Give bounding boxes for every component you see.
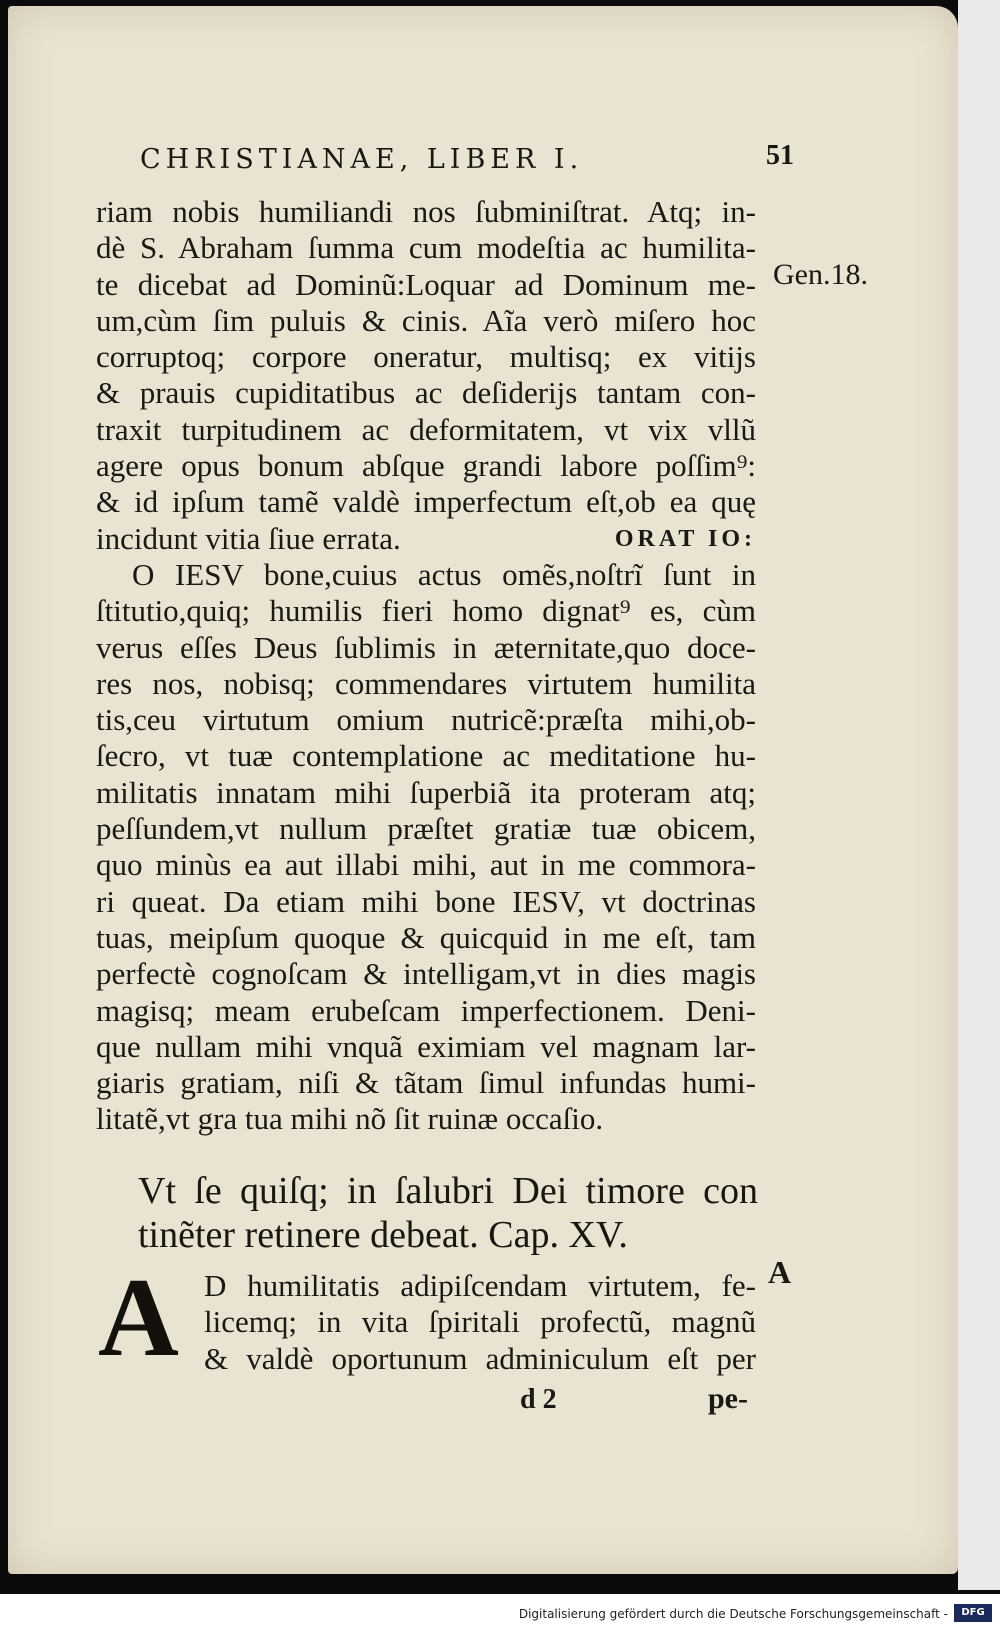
text-line: litatẽ,vt gra tua mihi nõ ſit ruinæ occaſio.	[96, 1101, 604, 1137]
text-line: militatis innatam mihi ſuperbiã ita proteram atq;	[96, 774, 756, 810]
text-line: agere opus bonum abſque grandi labore poſſim⁹:	[96, 448, 756, 484]
text-line: verus eſſes Deus ſublimis in æternitate,quo doce-	[96, 629, 756, 665]
text-line: magisq; meam erubeſcam imperfectionem. Deni-	[96, 992, 756, 1028]
text-line: corruptoq; corpore oneratur, multisq; ex vitijs	[96, 339, 756, 375]
oratio-label: ORAT IO:	[614, 525, 756, 552]
text-line-end: incidunt vitia ſiue errata.	[96, 520, 401, 556]
text-line: D humilitatis adipiſcendam virtutem, fe-	[204, 1268, 756, 1303]
text-line: traxit turpitudinem ac deformitatem, vt vix vllũ	[96, 411, 756, 447]
text-line: um,cùm ſim puluis & cinis. Aĩa verò miſero hoc	[96, 302, 756, 338]
digitization-credit: Digitalisierung gefördert durch die Deutsche Forschungsgemeinschaft -	[518, 1607, 948, 1621]
text-line: perfectè cognoſcam & intelligam,vt in dies magis	[96, 956, 756, 992]
chapter-text-block	[204, 1268, 756, 1377]
text-line: que nullam mihi vnquã eximiam vel magnam lar-	[96, 1028, 756, 1064]
text-line: dè S. Abraham ſumma cum modeſtia ac humilita-	[96, 230, 756, 266]
chapter-heading	[138, 1169, 758, 1257]
text-line	[96, 521, 756, 557]
page-number: 51	[766, 140, 794, 171]
text-line: giaris gratiam, niſi & tãtam ſimul infundas humi-	[96, 1065, 756, 1101]
running-head: CHRISTIANAE, LIBER I.	[140, 144, 584, 175]
text-line: te dicebat ad Dominũ:Loquar ad Dominum me-	[96, 266, 756, 302]
main-text-block	[96, 194, 756, 1138]
text-line: quo minùs ea aut illabi mihi, aut in me commora-	[96, 847, 756, 883]
text-line: O IESV bone,cuius actus omẽs,noſtrĩ ſunt in	[132, 556, 756, 592]
text-line: & prauis cupiditatibus ac deſiderijs tantam con-	[96, 375, 756, 411]
scan-margin-strip	[958, 0, 1000, 1590]
book-page	[8, 6, 958, 1574]
drop-cap: A	[98, 1256, 179, 1380]
text-line: ſecro, vt tuæ contemplatione ac meditatione hu-	[96, 738, 756, 774]
marginal-note: Gen.18.	[773, 258, 868, 291]
text-line: ſtitutio,quiq; humilis fieri homo dignat⁹ es, cùm	[96, 593, 756, 629]
catchword: pe-	[708, 1382, 748, 1415]
margin-letter: A	[768, 1254, 792, 1290]
text-line: riam nobis humiliandi nos ſubminiſtrat. Atq; in-	[96, 194, 756, 229]
text-line: tis,ceu virtutum omium nutricẽ:præſta mihi,ob-	[96, 702, 756, 738]
text-line: res nos, nobisq; commendares virtutem humilita	[96, 665, 756, 701]
text-line: peſſundem,vt nullum præſtet gratiæ tuæ obicem,	[96, 811, 756, 847]
dfg-logo: DFG	[954, 1604, 992, 1622]
heading-line: tinẽter retinere debeat. Cap. XV.	[138, 1214, 628, 1256]
text-line: & id ipſum tamẽ valdè imperfectum eſt,ob ea quę	[96, 484, 756, 520]
text-line: tuas, meipſum quoque & quicquid in me eſt, tam	[96, 919, 756, 955]
heading-line: Vt ſe quiſq; in ſalubri Dei timore con	[138, 1170, 758, 1212]
text-line: licemq; in vita ſpiritali profectũ, magnũ	[204, 1304, 756, 1340]
text-line: & valdè oportunum adminiculum eſt per	[204, 1340, 756, 1376]
signature-mark: d 2	[520, 1384, 557, 1415]
text-line: ri queat. Da etiam mihi bone IESV, vt doctrinas	[96, 883, 756, 919]
